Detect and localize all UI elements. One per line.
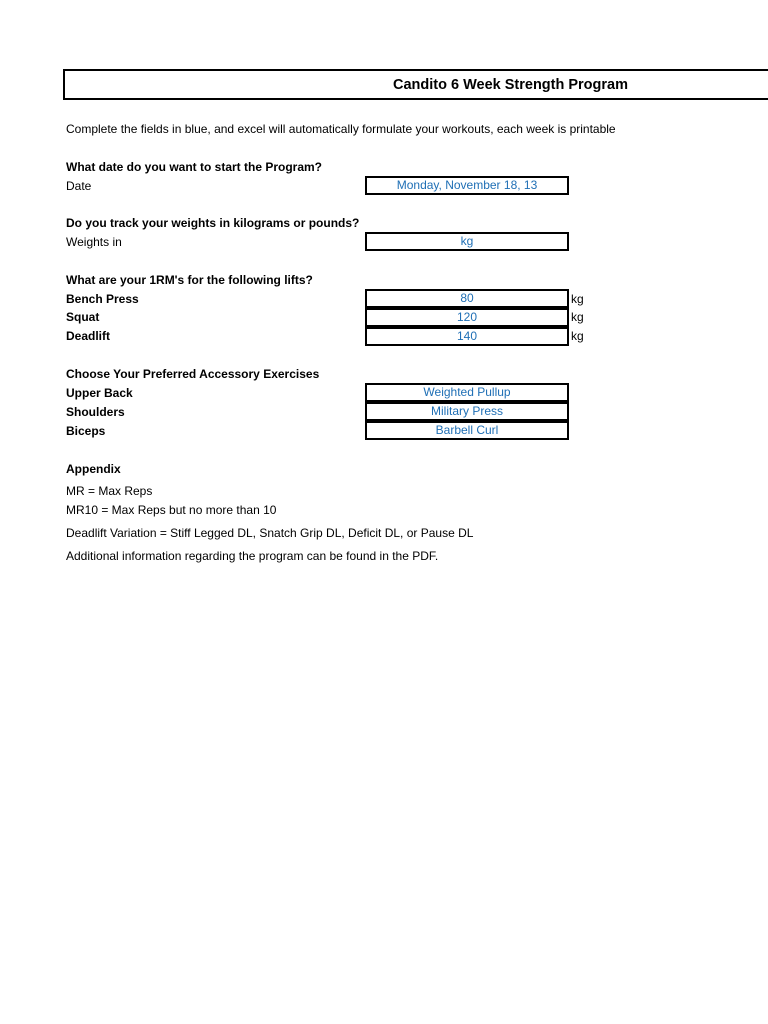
bench-press-unit: kg xyxy=(571,292,584,306)
units-field[interactable]: kg xyxy=(365,232,569,251)
biceps-label: Biceps xyxy=(66,424,106,438)
shoulders-field[interactable]: Military Press xyxy=(365,402,569,421)
deadlift-unit: kg xyxy=(571,329,584,343)
upper-back-label: Upper Back xyxy=(66,386,133,400)
weights-in-label: Weights in xyxy=(66,235,122,249)
appendix-line: Additional information regarding the program can be found in the PDF. xyxy=(66,549,439,563)
units-question: Do you track your weights in kilograms or pounds? xyxy=(66,216,360,230)
accessory-question: Choose Your Preferred Accessory Exercises xyxy=(66,367,320,381)
one-rm-question: What are your 1RM's for the following lifts? xyxy=(66,273,313,287)
date-field[interactable]: Monday, November 18, 13 xyxy=(365,176,569,195)
date-label: Date xyxy=(66,179,92,193)
appendix-line: MR = Max Reps xyxy=(66,484,153,498)
start-date-question: What date do you want to start the Program? xyxy=(66,160,323,174)
bench-press-field[interactable]: 80 xyxy=(365,289,569,308)
squat-unit: kg xyxy=(571,310,584,324)
biceps-field[interactable]: Barbell Curl xyxy=(365,421,569,440)
appendix-line: MR10 = Max Reps but no more than 10 xyxy=(66,503,277,517)
squat-field[interactable]: 120 xyxy=(365,308,569,327)
intro-text: Complete the fields in blue, and excel will automatically formulate your workouts, each week is printable xyxy=(66,122,616,136)
deadlift-field[interactable]: 140 xyxy=(365,327,569,346)
page-title: Candito 6 Week Strength Program xyxy=(393,77,628,93)
upper-back-field[interactable]: Weighted Pullup xyxy=(365,383,569,402)
bench-press-label: Bench Press xyxy=(66,292,139,306)
appendix-line: Deadlift Variation = Stiff Legged DL, Snatch Grip DL, Deficit DL, or Pause DL xyxy=(66,526,474,540)
squat-label: Squat xyxy=(66,310,100,324)
deadlift-label: Deadlift xyxy=(66,329,111,343)
shoulders-label: Shoulders xyxy=(66,405,125,419)
appendix-heading: Appendix xyxy=(66,462,121,476)
